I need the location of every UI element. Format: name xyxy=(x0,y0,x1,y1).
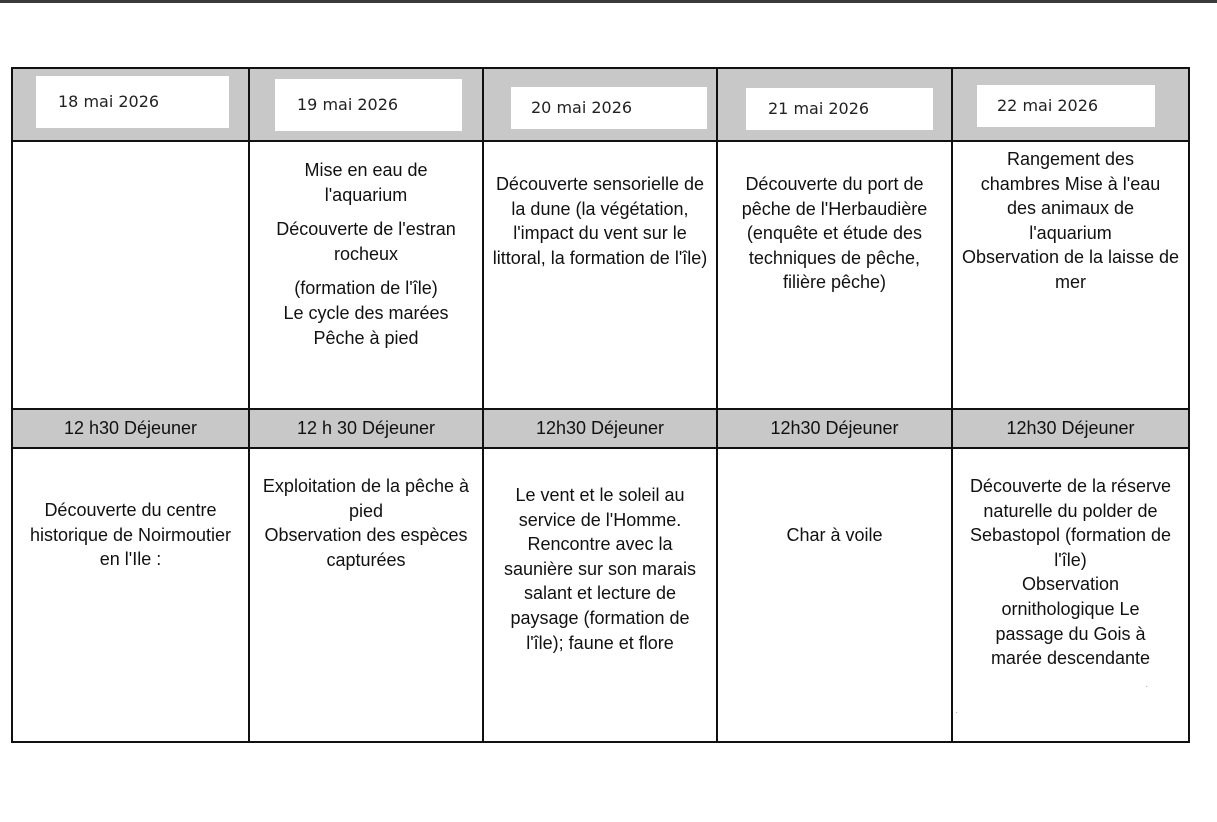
morning-row xyxy=(12,141,1189,409)
afternoon-row xyxy=(12,448,1189,742)
activity-line: Rangement des chambres Mise à l'eau des animaux de l'aquarium xyxy=(980,149,1161,243)
activity-line: Observation ornithologique Le passage du Gois à marée descendante xyxy=(990,574,1151,669)
afternoon-cell-3 xyxy=(483,448,717,742)
activity-line xyxy=(256,276,476,350)
morning-text: Découverte sensorielle de la dune (la végétation, l'impact du vent sur le littoral, la formation de l'île) xyxy=(492,174,708,268)
date-label: 19 mai 2026 xyxy=(275,79,462,131)
activity-line: Observation de la laisse de mer xyxy=(961,247,1180,292)
artifact-mark: · xyxy=(955,707,959,718)
activity-line: Découverte de l'estran rocheux xyxy=(276,219,456,264)
morning-text xyxy=(250,142,482,350)
afternoon-text: Découverte du centre historique de Noirmoutier en l'Ile : xyxy=(29,500,232,570)
afternoon-cell-2 xyxy=(249,448,483,742)
activity-subline: Pêche à pied xyxy=(313,327,419,348)
lunch-row xyxy=(12,409,1189,448)
artifact-mark: · xyxy=(1145,681,1149,692)
date-cell-4 xyxy=(717,68,952,141)
afternoon-text: Char à voile xyxy=(786,525,883,545)
afternoon-text xyxy=(484,449,716,655)
date-label: 21 mai 2026 xyxy=(746,88,933,130)
activity-line: Observation des espèces capturées xyxy=(264,525,468,570)
afternoon-cell-5 xyxy=(952,448,1189,742)
lunch-cell-4: 12h30 Déjeuner xyxy=(717,409,952,448)
date-cell-3 xyxy=(483,68,717,141)
date-cell-5 xyxy=(952,68,1189,141)
morning-cell-3 xyxy=(483,141,717,409)
date-cell-1 xyxy=(12,68,249,141)
morning-text: Découverte du port de pêche de l'Herbaudière (enquête et étude des techniques de pêche, filière pêche) xyxy=(741,174,928,293)
afternoon-cell-1 xyxy=(12,448,249,742)
date-label: 20 mai 2026 xyxy=(511,87,707,129)
activity-line: Le vent et le soleil au service de l'Homme. xyxy=(515,485,685,530)
morning-cell-5 xyxy=(952,141,1189,409)
date-cell-2 xyxy=(249,68,483,141)
activity-subline: (formation de l'île) xyxy=(294,278,438,299)
dates-header-row xyxy=(12,68,1189,141)
top-border-bar xyxy=(0,0,1217,3)
morning-text xyxy=(125,265,137,285)
afternoon-cell-4 xyxy=(717,448,952,742)
lunch-cell-3: 12h30 Déjeuner xyxy=(483,409,717,448)
afternoon-text xyxy=(250,449,482,572)
lunch-cell-1: 12 h30 Déjeuner xyxy=(12,409,249,448)
activity-line: Exploitation de la pêche à pied xyxy=(262,476,470,521)
date-label: 22 mai 2026 xyxy=(977,85,1155,127)
activity-line: Rencontre avec la saunière sur son marais salant et lecture de paysage (formation de l'île); faune et flore xyxy=(503,534,697,653)
activity-line: Découverte de la réserve naturelle du polder de Sebastopol (formation de l'île) xyxy=(969,476,1172,570)
activity-line: Mise en eau de l'aquarium xyxy=(304,160,428,205)
activity-subline: Le cycle des marées xyxy=(283,302,449,323)
lunch-cell-5: 12h30 Déjeuner xyxy=(952,409,1189,448)
morning-cell-2 xyxy=(249,141,483,409)
morning-text xyxy=(953,142,1188,295)
date-label: 18 mai 2026 xyxy=(36,76,229,128)
schedule-table xyxy=(11,67,1190,743)
morning-cell-4 xyxy=(717,141,952,409)
afternoon-text xyxy=(953,449,1188,671)
lunch-cell-2: 12 h 30 Déjeuner xyxy=(249,409,483,448)
morning-cell-1 xyxy=(12,141,249,409)
